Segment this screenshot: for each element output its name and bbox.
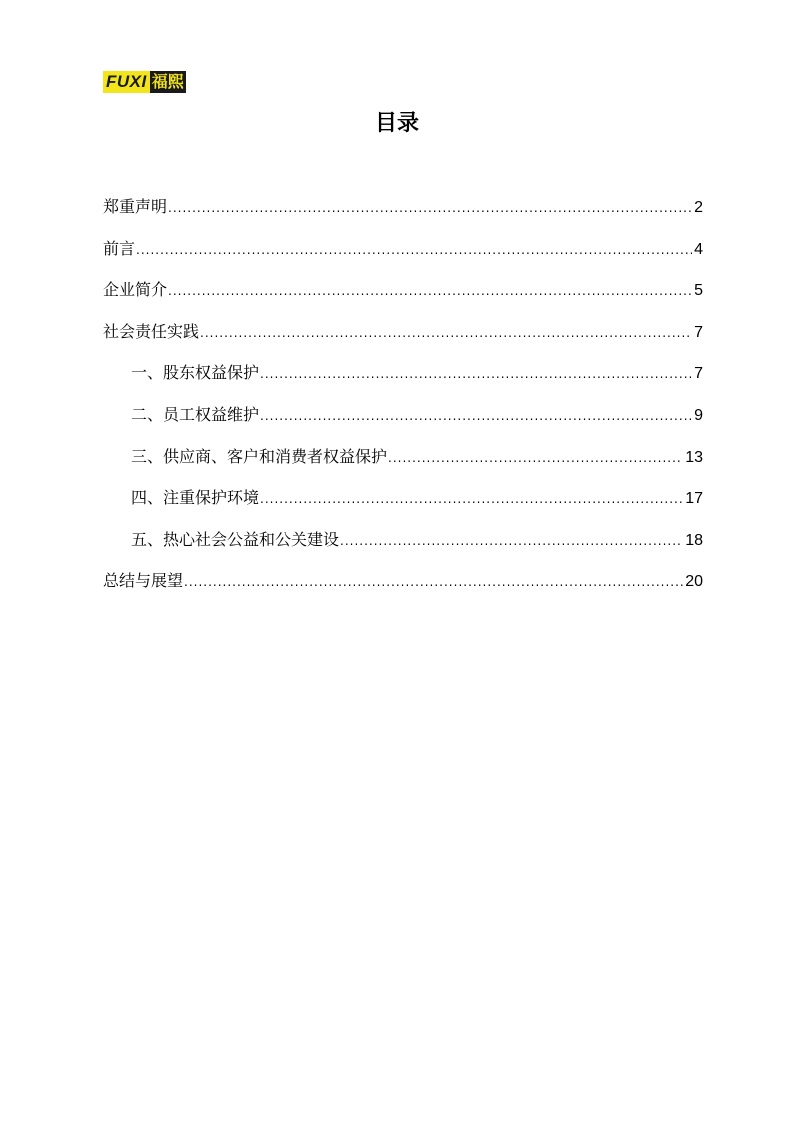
- toc-leader-dots: [260, 487, 683, 511]
- toc-entry-label: 四、注重保护环境: [131, 488, 260, 508]
- toc-entry-page: 7: [694, 365, 703, 383]
- toc-entry-company-profile[interactable]: [103, 278, 703, 320]
- toc-leader-dots: [184, 570, 683, 594]
- toc-entry-label: 企业简介: [103, 280, 168, 300]
- toc-leader-dots: [200, 321, 692, 345]
- toc-entry-employee-rights[interactable]: [103, 403, 703, 445]
- company-logo: [103, 71, 200, 93]
- toc-entry-page: 7: [694, 323, 703, 341]
- toc-entry-csr-practice[interactable]: [103, 320, 703, 362]
- table-of-contents: [103, 195, 703, 611]
- toc-leader-dots: [136, 238, 692, 262]
- page-title: 目录: [374, 111, 419, 136]
- toc-entry-preface[interactable]: [103, 237, 703, 279]
- logo-chinese-text: 福熙: [151, 72, 184, 91]
- toc-entry-label: 三、供应商、客户和消费者权益保护: [131, 446, 388, 466]
- toc-entry-page: 20: [685, 573, 703, 591]
- toc-leader-dots: [168, 279, 692, 303]
- toc-entry-page: 2: [694, 199, 703, 216]
- toc-entry-supplier-customer-rights[interactable]: [103, 445, 703, 487]
- toc-leader-dots: [340, 529, 683, 553]
- toc-leader-dots: [388, 446, 683, 470]
- toc-entry-label: 社会责任实践: [103, 321, 200, 341]
- toc-leader-dots: [260, 404, 692, 428]
- toc-entry-page: 17: [685, 490, 703, 508]
- toc-entry-page: 9: [694, 406, 703, 424]
- toc-entry-page: 13: [685, 448, 703, 466]
- toc-entry-label: 郑重声明: [103, 197, 168, 216]
- toc-entry-label: 总结与展望: [103, 571, 184, 591]
- toc-entry-statement[interactable]: [103, 195, 703, 237]
- toc-entry-page: 5: [694, 282, 703, 300]
- toc-entry-shareholder-rights[interactable]: [103, 361, 703, 403]
- toc-entry-page: 18: [685, 531, 703, 549]
- toc-entry-label: 一、股东权益保护: [131, 363, 260, 383]
- toc-entry-label: 五、热心社会公益和公关建设: [131, 529, 340, 549]
- toc-entry-environment[interactable]: [103, 486, 703, 528]
- logo-latin-text: FUXI: [103, 71, 150, 93]
- toc-entry-summary-outlook[interactable]: [103, 569, 703, 611]
- toc-entry-label: 二、员工权益维护: [131, 404, 260, 424]
- toc-entry-public-welfare[interactable]: [103, 528, 703, 570]
- toc-leader-dots: [168, 196, 692, 220]
- toc-leader-dots: [260, 362, 692, 386]
- toc-entry-page: 4: [694, 240, 703, 258]
- toc-entry-label: 前言: [103, 238, 136, 258]
